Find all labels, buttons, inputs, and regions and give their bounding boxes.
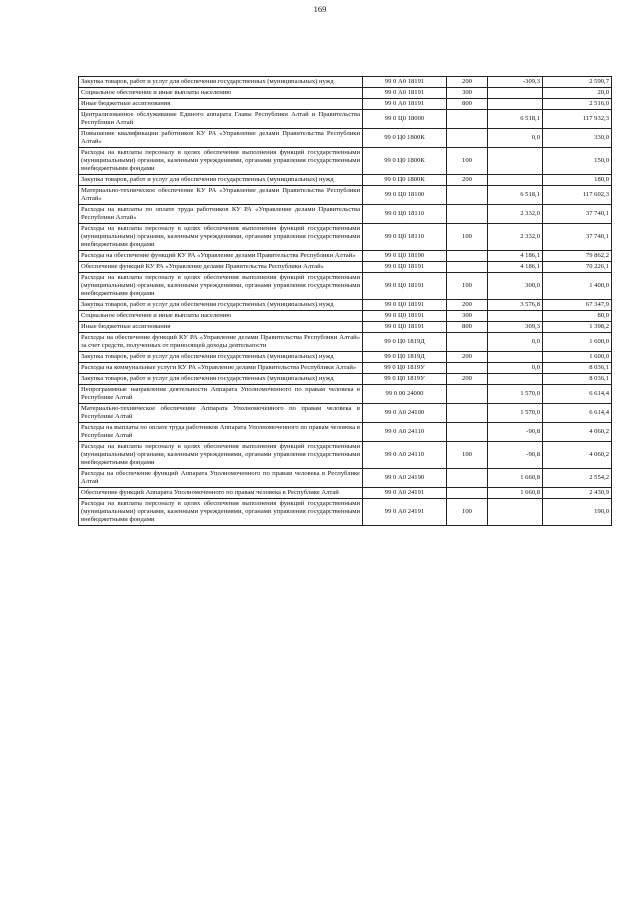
row-expense-type-cell xyxy=(447,488,488,499)
row-change-cell: 0,0 xyxy=(488,129,543,148)
row-total-cell: 37 740,1 xyxy=(543,224,612,251)
row-total-cell: 8 036,1 xyxy=(543,374,612,385)
row-total-cell: 1 600,0 xyxy=(543,333,612,352)
table-row xyxy=(79,77,612,88)
row-change-cell: 0,0 xyxy=(488,363,543,374)
row-name-cell: Расходы на обеспечение функций КУ РА «Управление делами Правительства Республики Алтай» xyxy=(79,251,363,262)
table-row xyxy=(79,186,612,205)
row-name-cell: Расходы на выплаты персоналу в целях обеспечения выполнения функций государственными (муниципальными) органами, казенными учреждениями, органами управления государственными внебюджетными фондами xyxy=(79,148,363,175)
page-number: 169 xyxy=(313,4,327,14)
table-row xyxy=(79,224,612,251)
row-code-cell: 99 0 А0 24191 xyxy=(363,488,447,499)
row-change-cell xyxy=(488,352,543,363)
table-row xyxy=(79,300,612,311)
table-row xyxy=(79,363,612,374)
row-name-cell: Централизованное обслуживание Единого аппарата Главы Республики Алтай и Правительства Республики Алтай xyxy=(79,110,363,129)
row-name-cell: Закупка товаров, работ и услуг для обеспечения государственных (муниципальных) нужд xyxy=(79,300,363,311)
row-change-cell: 1 570,0 xyxy=(488,404,543,423)
row-total-cell: 70 226,1 xyxy=(543,262,612,273)
row-code-cell: 99 0 Ц0 1800К xyxy=(363,129,447,148)
row-code-cell: 99 0 А0 24100 xyxy=(363,404,447,423)
table-row xyxy=(79,88,612,99)
row-code-cell: 99 0 Ц0 18110 xyxy=(363,224,447,251)
row-name-cell: Непрограммные направления деятельности Аппарата Уполномоченного по правам человека в Республике Алтай xyxy=(79,385,363,404)
row-change-cell xyxy=(488,499,543,526)
row-code-cell: 99 0 А0 24191 xyxy=(363,499,447,526)
row-total-cell: 6 614,4 xyxy=(543,385,612,404)
row-total-cell: 2 554,2 xyxy=(543,469,612,488)
row-expense-type-cell: 800 xyxy=(447,99,488,110)
row-total-cell: 80,0 xyxy=(543,311,612,322)
row-change-cell xyxy=(488,374,543,385)
row-total-cell: 8 036,1 xyxy=(543,363,612,374)
row-total-cell: 330,0 xyxy=(543,129,612,148)
row-change-cell: 1 570,0 xyxy=(488,385,543,404)
table-row xyxy=(79,311,612,322)
row-name-cell: Закупка товаров, работ и услуг для обеспечения государственных (муниципальных) нужд xyxy=(79,374,363,385)
table-row xyxy=(79,262,612,273)
row-code-cell: 99 0 Ц0 18000 xyxy=(363,110,447,129)
row-expense-type-cell: 100 xyxy=(447,442,488,469)
row-code-cell: 99 0 Ц0 1819У xyxy=(363,363,447,374)
row-name-cell: Повышение квалификации работников КУ РА «Управление делами Правительства Республики Алтай» xyxy=(79,129,363,148)
row-code-cell: 99 0 А0 24190 xyxy=(363,469,447,488)
row-total-cell: 2 430,9 xyxy=(543,488,612,499)
row-change-cell: 6 518,1 xyxy=(488,110,543,129)
row-expense-type-cell xyxy=(447,251,488,262)
table-row xyxy=(79,333,612,352)
row-total-cell: 37 740,1 xyxy=(543,205,612,224)
row-name-cell: Расходы на выплаты персоналу в целях обеспечения выполнения функций государственными (муниципальными) органами, казенными учреждениями, органами управления государственными внебюджетными фондами xyxy=(79,499,363,526)
budget-table xyxy=(78,76,612,526)
row-change-cell: 1 660,8 xyxy=(488,469,543,488)
table-row xyxy=(79,404,612,423)
row-expense-type-cell: 200 xyxy=(447,374,488,385)
row-total-cell: 6 614,4 xyxy=(543,404,612,423)
row-code-cell: 99 0 Ц0 1819Д xyxy=(363,333,447,352)
row-total-cell: 2 590,7 xyxy=(543,77,612,88)
row-expense-type-cell: 800 xyxy=(447,322,488,333)
row-total-cell: 2 516,0 xyxy=(543,99,612,110)
row-code-cell: 99 0 Ц0 1800К xyxy=(363,175,447,186)
row-name-cell: Расходы на выплаты персоналу в целях обеспечения выполнения функций государственными (муниципальными) органами, казенными учреждениями, органами управления государственными внебюджетными фондами xyxy=(79,224,363,251)
row-expense-type-cell xyxy=(447,469,488,488)
table-row xyxy=(79,205,612,224)
row-change-cell: 300,0 xyxy=(488,273,543,300)
row-expense-type-cell xyxy=(447,333,488,352)
row-change-cell: 3 576,8 xyxy=(488,300,543,311)
row-change-cell: 0,0 xyxy=(488,333,543,352)
table-row xyxy=(79,469,612,488)
row-code-cell: 99 0 Ц0 18190 xyxy=(363,251,447,262)
row-code-cell: 99 0 А0 24110 xyxy=(363,442,447,469)
row-total-cell: 20,0 xyxy=(543,88,612,99)
row-total-cell: 1 398,2 xyxy=(543,322,612,333)
row-name-cell: Расходы на коммунальные услуги КУ РА «Управление делами Правительства Республики Алтай» xyxy=(79,363,363,374)
row-name-cell: Закупка товаров, работ и услуг для обеспечения государственных (муниципальных) нужд xyxy=(79,175,363,186)
row-change-cell: 309,3 xyxy=(488,322,543,333)
row-code-cell: 99 0 00 24000 xyxy=(363,385,447,404)
row-change-cell: 2 332,0 xyxy=(488,224,543,251)
row-code-cell: 99 0 Ц0 18191 xyxy=(363,262,447,273)
table-row xyxy=(79,322,612,333)
row-expense-type-cell xyxy=(447,404,488,423)
row-total-cell: 180,0 xyxy=(543,175,612,186)
row-change-cell: 4 186,1 xyxy=(488,262,543,273)
table-row xyxy=(79,352,612,363)
row-name-cell: Расходы на обеспечение функций КУ РА «Управление делами Правительства Республики Алтай» за счет средств, полученных от приносящей доходы деятельности xyxy=(79,333,363,352)
row-code-cell: 99 0 А0 18191 xyxy=(363,77,447,88)
row-total-cell: 190,0 xyxy=(543,499,612,526)
row-code-cell: 99 0 Ц0 18191 xyxy=(363,300,447,311)
row-change-cell: 4 186,1 xyxy=(488,251,543,262)
row-code-cell: 99 0 Ц0 18110 xyxy=(363,205,447,224)
row-code-cell: 99 0 Ц0 1819Д xyxy=(363,352,447,363)
row-change-cell xyxy=(488,148,543,175)
table-row xyxy=(79,423,612,442)
row-expense-type-cell: 100 xyxy=(447,499,488,526)
row-total-cell: 4 060,2 xyxy=(543,423,612,442)
row-expense-type-cell xyxy=(447,423,488,442)
row-name-cell: Материально-техническое обеспечение Аппарата Уполномоченного по правам человека в Республике Алтай xyxy=(79,404,363,423)
row-code-cell: 99 0 Ц0 1800К xyxy=(363,148,447,175)
row-total-cell: 79 862,2 xyxy=(543,251,612,262)
budget-table-body xyxy=(79,77,612,526)
row-total-cell: 1 600,0 xyxy=(543,352,612,363)
row-code-cell: 99 0 Ц0 18100 xyxy=(363,186,447,205)
table-row xyxy=(79,175,612,186)
row-code-cell: 99 0 Ц0 18191 xyxy=(363,322,447,333)
row-change-cell xyxy=(488,175,543,186)
table-row xyxy=(79,374,612,385)
row-expense-type-cell: 300 xyxy=(447,88,488,99)
row-change-cell xyxy=(488,88,543,99)
table-row xyxy=(79,129,612,148)
row-name-cell: Обеспечение функций Аппарата Уполномоченного по правам человека в Республике Алтай xyxy=(79,488,363,499)
row-expense-type-cell: 200 xyxy=(447,77,488,88)
row-expense-type-cell: 100 xyxy=(447,148,488,175)
row-expense-type-cell: 200 xyxy=(447,175,488,186)
table-row xyxy=(79,99,612,110)
row-name-cell: Социальное обеспечение и иные выплаты населению xyxy=(79,88,363,99)
row-change-cell xyxy=(488,99,543,110)
row-expense-type-cell: 100 xyxy=(447,224,488,251)
row-expense-type-cell xyxy=(447,129,488,148)
row-code-cell: 99 0 Ц0 18191 xyxy=(363,273,447,300)
row-change-cell: 2 332,0 xyxy=(488,205,543,224)
table-row xyxy=(79,273,612,300)
table-row xyxy=(79,488,612,499)
row-total-cell: 1 400,0 xyxy=(543,273,612,300)
row-change-cell: 6 518,1 xyxy=(488,186,543,205)
row-change-cell xyxy=(488,311,543,322)
row-code-cell: 99 0 Ц0 18191 xyxy=(363,311,447,322)
row-expense-type-cell xyxy=(447,186,488,205)
row-name-cell: Закупка товаров, работ и услуг для обеспечения государственных (муниципальных) нужд xyxy=(79,77,363,88)
row-total-cell: 117 602,3 xyxy=(543,186,612,205)
row-change-cell: -90,8 xyxy=(488,423,543,442)
row-name-cell: Расходы на выплаты по оплате труда работников КУ РА «Управление делами Правительства Республики Алтай» xyxy=(79,205,363,224)
row-change-cell: -90,8 xyxy=(488,442,543,469)
row-expense-type-cell xyxy=(447,110,488,129)
row-code-cell: 99 0 Ц0 1819У xyxy=(363,374,447,385)
row-expense-type-cell xyxy=(447,205,488,224)
row-code-cell: 99 0 А0 18191 xyxy=(363,99,447,110)
row-expense-type-cell: 300 xyxy=(447,311,488,322)
row-name-cell: Расходы на выплаты по оплате труда работников Аппарата Уполномоченного по правам человека в Республике Алтай xyxy=(79,423,363,442)
row-expense-type-cell: 200 xyxy=(447,352,488,363)
row-name-cell: Иные бюджетные ассигнования xyxy=(79,99,363,110)
row-expense-type-cell xyxy=(447,262,488,273)
row-name-cell: Социальное обеспечение и иные выплаты населению xyxy=(79,311,363,322)
row-change-cell: -309,3 xyxy=(488,77,543,88)
row-total-cell: 4 060,2 xyxy=(543,442,612,469)
row-expense-type-cell xyxy=(447,363,488,374)
row-name-cell: Иные бюджетные ассигнования xyxy=(79,322,363,333)
row-name-cell: Расходы на выплаты персоналу в целях обеспечения выполнения функций государственными (муниципальными) органами, казенными учреждениями, органами управления государственными внебюджетными фондами xyxy=(79,442,363,469)
table-row xyxy=(79,148,612,175)
table-row xyxy=(79,251,612,262)
row-total-cell: 117 932,3 xyxy=(543,110,612,129)
row-total-cell: 150,0 xyxy=(543,148,612,175)
row-code-cell: 99 0 А0 24110 xyxy=(363,423,447,442)
row-expense-type-cell xyxy=(447,385,488,404)
row-expense-type-cell: 200 xyxy=(447,300,488,311)
row-name-cell: Закупка товаров, работ и услуг для обеспечения государственных (муниципальных) нужд xyxy=(79,352,363,363)
row-change-cell: 1 660,8 xyxy=(488,488,543,499)
table-row xyxy=(79,499,612,526)
table-row xyxy=(79,385,612,404)
row-expense-type-cell: 100 xyxy=(447,273,488,300)
row-name-cell: Материально-техническое обеспечение КУ РА «Управление делами Правительства Республики Алтай» xyxy=(79,186,363,205)
row-name-cell: Расходы на выплаты персоналу в целях обеспечения выполнения функций государственными (муниципальными) органами, казенными учреждениями, органами управления государственными внебюджетными фондами xyxy=(79,273,363,300)
row-name-cell: Расходы на обеспечение функций Аппарата Уполномоченного по правам человека в Республике Алтай xyxy=(79,469,363,488)
table-row xyxy=(79,110,612,129)
row-total-cell: 67 347,9 xyxy=(543,300,612,311)
row-code-cell: 99 0 А0 18191 xyxy=(363,88,447,99)
row-name-cell: Обеспечение функций КУ РА «Управление делами Правительства Республики Алтай» xyxy=(79,262,363,273)
table-row xyxy=(79,442,612,469)
